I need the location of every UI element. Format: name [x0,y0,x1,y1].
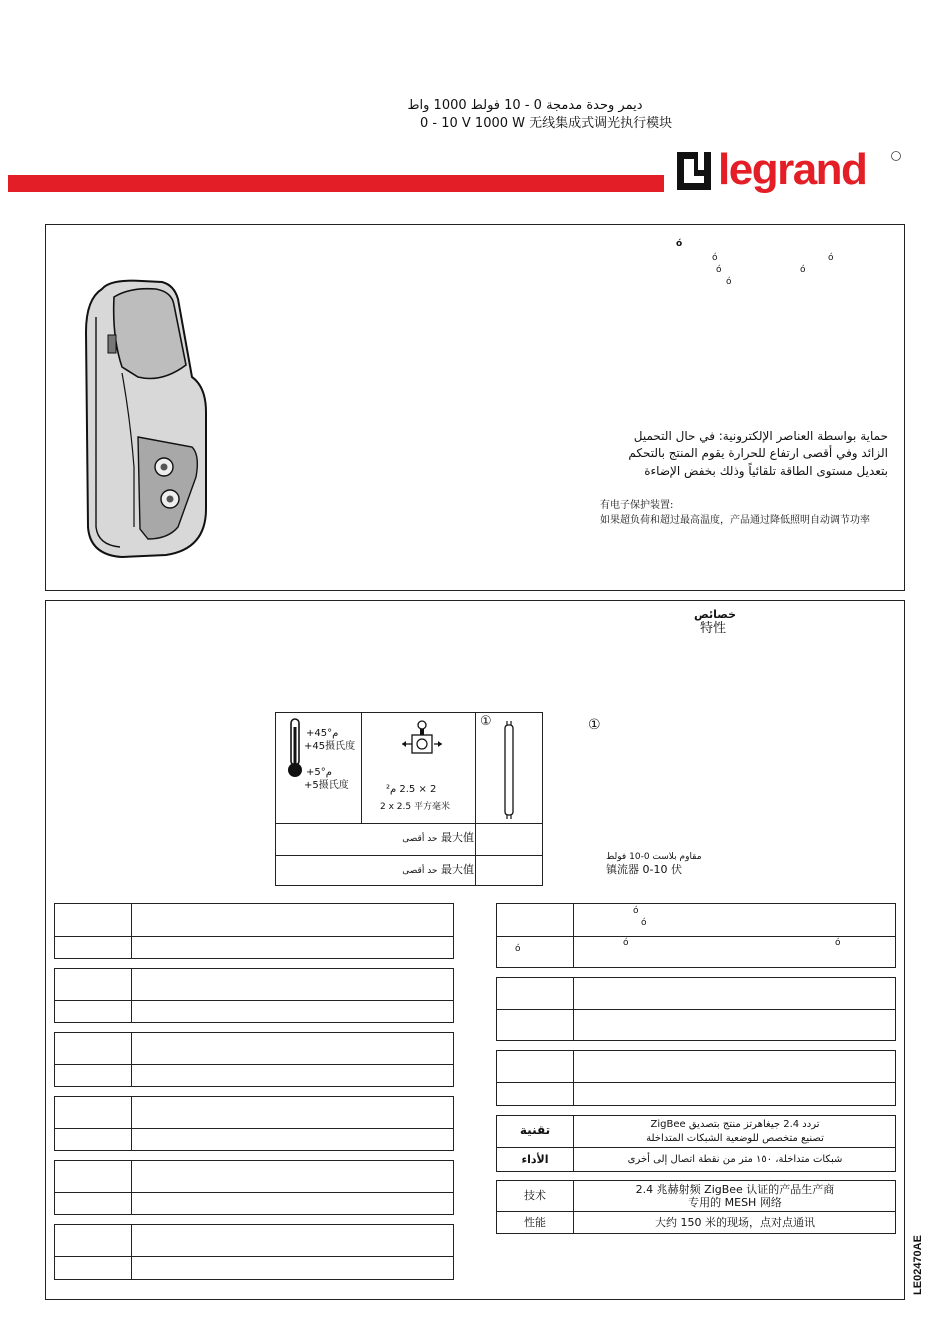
ballast-zh: 镇流器 0-10 伏 [606,863,682,876]
temp-max-zh: +45摄氏度 [304,741,356,752]
terminal-screw-icon [400,719,444,759]
protection-zh-line1: 有电子保护装置: [600,500,674,511]
max-value-row1 [386,831,474,846]
dimmer-module-illustration [82,277,222,567]
perf-ar-label: الأداء [521,1153,549,1166]
wire-section-ar: 2 × 2.5 م² [386,784,437,795]
mark-4: ó [716,265,722,275]
right-table-2 [496,977,896,1041]
thermometer-icon [284,717,306,779]
max-ar-2: حد أقصى [402,866,438,876]
tech-ar-line2: تصنيع متخصص للوضعية الشبكات المتداخلة [646,1133,824,1144]
title-chinese: 0 - 10 V 1000 W 无线集成式调光执行模块 [420,116,673,131]
temp-max: +45°م [306,728,339,739]
perf-ar-value: شبكات متداخلة، ١٥٠ متر من نقطة اتصال إلى أخرى [627,1154,843,1165]
perf-zh-value: 大约 150 米的现场，点对点通讯 [655,1216,815,1229]
protection-ar-line2: الزائد وفي أقصى ارتفاع للحرارة يقوم المنتج بالتحكم [628,446,888,460]
left-table-5 [54,1160,454,1215]
tech-zh-line1: 2.4 兆赫射频 ZigBee 认证的产品生产商 [635,1183,835,1196]
left-table-1 [54,903,454,959]
tech-ar-line1: تردد 2.4 جيغاهرتز منتج بتصديق ZigBee [650,1119,820,1130]
left-table-3 [54,1032,454,1087]
spec-circle-number: ① [480,714,492,729]
ballast-ar: مقاوم بلاست 0-10 فولط [606,852,702,862]
mark-2: ó [712,253,718,263]
rt1-mark-2: ó [641,918,647,928]
brand-wordmark: legrand [718,145,867,194]
left-table-4 [54,1096,454,1151]
header-red-bar [8,175,664,192]
protection-zh-line2: 如果超负荷和超过最高温度，产品通过降低照明自动调节功率 [600,515,870,526]
characteristics-title-ar: خصائص [694,608,737,621]
characteristics-title-zh: 特性 [700,621,727,636]
mark-5: ó [800,265,806,275]
rt1-mark-4: ó [623,938,629,948]
rt1-mark-1: ó [633,906,639,916]
rt1-mark-5: ó [835,938,841,948]
protection-ar-line1: حماية بواسطة العناصر الإلكترونية: في حال التحميل [633,429,888,443]
temp-min: +5°م [306,767,332,778]
tech-table-zh [496,1180,896,1234]
right-table-3 [496,1050,896,1106]
brand-logo [676,145,901,200]
max-zh-2: 最大值 [441,863,474,876]
wire-section-zh: 2 x 2.5 平方毫米 [380,802,450,812]
right-table-1 [496,903,896,968]
tech-table-ar [496,1115,896,1172]
fluorescent-tube-icon [499,719,519,821]
note-circle-number: ① [588,717,601,733]
max-ar-1: حد أقصى [402,834,438,844]
product-box [45,224,905,591]
temp-min-zh: +5摄氏度 [304,780,349,791]
tech-ar-label: تقنية [519,1123,551,1137]
title-arabic: ديمر وحدة مدمجة 0 - 10 فولط 1000 واط [407,98,643,113]
rt1-mark-3: ó [515,944,521,954]
max-value-row2 [386,863,474,878]
max-zh-1: 最大值 [441,831,474,844]
document-code: LE02470AE [912,1235,924,1295]
mark-1: ó [676,239,683,249]
protection-ar-line3: بتعديل مستوى الطاقة تلقائياً وذلك بخفض الإضاءة [644,464,888,478]
perf-zh-label: 性能 [524,1216,546,1229]
spec-table [275,712,543,886]
tech-zh-line2: 专用的 MESH 网络 [688,1196,782,1209]
mark-3: ó [828,253,834,263]
tech-zh-label: 技术 [524,1189,546,1202]
mark-6: ó [726,277,732,287]
left-table-2 [54,968,454,1023]
left-table-6 [54,1224,454,1280]
